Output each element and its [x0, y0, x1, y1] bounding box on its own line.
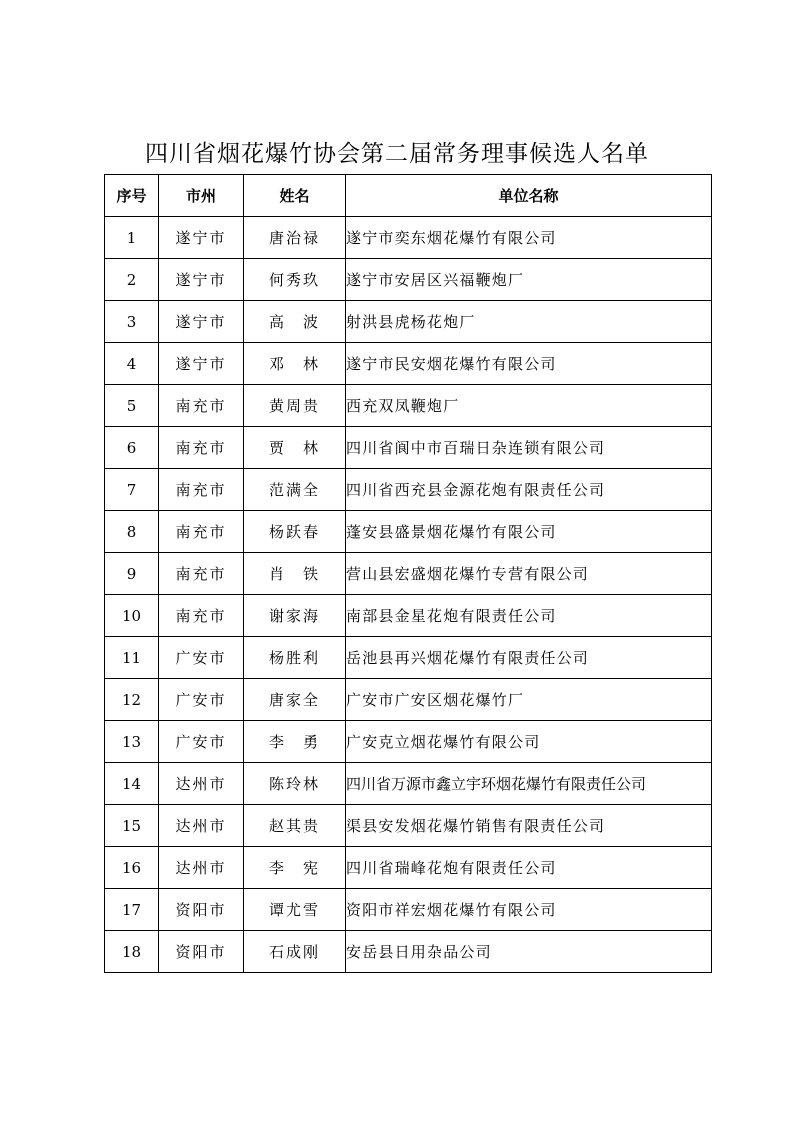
cell-unit: 四川省万源市鑫立宇环烟花爆竹有限责任公司 [346, 763, 712, 805]
cell-name: 范满全 [244, 469, 346, 511]
cell-num: 4 [105, 343, 159, 385]
cell-unit: 安岳县日用杂品公司 [346, 931, 712, 973]
cell-num: 3 [105, 301, 159, 343]
cell-name: 谭尤雪 [244, 889, 346, 931]
cell-num: 7 [105, 469, 159, 511]
cell-num: 14 [105, 763, 159, 805]
cell-unit: 遂宁市奕东烟花爆竹有限公司 [346, 217, 712, 259]
cell-city: 南充市 [159, 385, 244, 427]
cell-unit: 渠县安发烟花爆竹销售有限责任公司 [346, 805, 712, 847]
cell-city: 达州市 [159, 847, 244, 889]
cell-city: 广安市 [159, 637, 244, 679]
cell-unit: 南部县金星花炮有限责任公司 [346, 595, 712, 637]
candidate-table [104, 174, 712, 973]
table-header-row [105, 175, 712, 217]
cell-unit: 资阳市祥宏烟花爆竹有限公司 [346, 889, 712, 931]
cell-name: 高 波 [244, 301, 346, 343]
cell-unit: 蓬安县盛景烟花爆竹有限公司 [346, 511, 712, 553]
table-row [105, 679, 712, 721]
cell-name: 唐治禄 [244, 217, 346, 259]
table-row [105, 217, 712, 259]
cell-city: 资阳市 [159, 931, 244, 973]
cell-num: 10 [105, 595, 159, 637]
cell-city: 资阳市 [159, 889, 244, 931]
cell-num: 12 [105, 679, 159, 721]
table-row [105, 931, 712, 973]
table-row [105, 511, 712, 553]
cell-unit: 四川省瑞峰花炮有限责任公司 [346, 847, 712, 889]
cell-name: 杨跃春 [244, 511, 346, 553]
table-row [105, 637, 712, 679]
cell-unit: 遂宁市民安烟花爆竹有限公司 [346, 343, 712, 385]
cell-unit: 射洪县虎杨花炮厂 [346, 301, 712, 343]
cell-name: 邓 林 [244, 343, 346, 385]
table-row [105, 427, 712, 469]
cell-city: 广安市 [159, 679, 244, 721]
cell-num: 5 [105, 385, 159, 427]
header-name: 姓名 [244, 175, 346, 217]
cell-unit: 四川省阆中市百瑞日杂连锁有限公司 [346, 427, 712, 469]
cell-name: 赵其贵 [244, 805, 346, 847]
cell-city: 遂宁市 [159, 343, 244, 385]
cell-num: 9 [105, 553, 159, 595]
cell-city: 达州市 [159, 763, 244, 805]
cell-name: 李 勇 [244, 721, 346, 763]
cell-name: 陈玲林 [244, 763, 346, 805]
cell-unit: 西充双凤鞭炮厂 [346, 385, 712, 427]
table-row [105, 469, 712, 511]
cell-num: 11 [105, 637, 159, 679]
header-city: 市州 [159, 175, 244, 217]
cell-num: 2 [105, 259, 159, 301]
cell-num: 17 [105, 889, 159, 931]
cell-city: 南充市 [159, 511, 244, 553]
cell-name: 唐家全 [244, 679, 346, 721]
cell-num: 13 [105, 721, 159, 763]
cell-city: 遂宁市 [159, 259, 244, 301]
table-row [105, 847, 712, 889]
cell-unit: 遂宁市安居区兴福鞭炮厂 [346, 259, 712, 301]
cell-city: 南充市 [159, 553, 244, 595]
table-row [105, 553, 712, 595]
cell-city: 遂宁市 [159, 217, 244, 259]
cell-name: 杨胜利 [244, 637, 346, 679]
table-row [105, 301, 712, 343]
cell-num: 6 [105, 427, 159, 469]
table-row [105, 805, 712, 847]
cell-name: 肖 铁 [244, 553, 346, 595]
table-row [105, 385, 712, 427]
document-title: 四川省烟花爆竹协会第二届常务理事候选人名单 [145, 141, 649, 167]
table-row [105, 343, 712, 385]
cell-name: 谢家海 [244, 595, 346, 637]
table-row [105, 595, 712, 637]
table-row [105, 889, 712, 931]
cell-city: 遂宁市 [159, 301, 244, 343]
header-num: 序号 [105, 175, 159, 217]
header-unit: 单位名称 [346, 175, 712, 217]
cell-num: 8 [105, 511, 159, 553]
cell-name: 石成刚 [244, 931, 346, 973]
cell-unit: 广安克立烟花爆竹有限公司 [346, 721, 712, 763]
cell-city: 广安市 [159, 721, 244, 763]
cell-city: 南充市 [159, 595, 244, 637]
cell-num: 1 [105, 217, 159, 259]
cell-city: 达州市 [159, 805, 244, 847]
cell-num: 18 [105, 931, 159, 973]
cell-num: 16 [105, 847, 159, 889]
cell-name: 黄周贵 [244, 385, 346, 427]
cell-city: 南充市 [159, 469, 244, 511]
cell-name: 何秀玖 [244, 259, 346, 301]
cell-unit: 广安市广安区烟花爆竹厂 [346, 679, 712, 721]
cell-unit: 岳池县再兴烟花爆竹有限责任公司 [346, 637, 712, 679]
cell-unit: 四川省西充县金源花炮有限责任公司 [346, 469, 712, 511]
cell-unit: 营山县宏盛烟花爆竹专营有限公司 [346, 553, 712, 595]
cell-name: 贾 林 [244, 427, 346, 469]
table-row [105, 721, 712, 763]
table-row [105, 259, 712, 301]
cell-name: 李 宪 [244, 847, 346, 889]
table-row [105, 763, 712, 805]
cell-num: 15 [105, 805, 159, 847]
cell-city: 南充市 [159, 427, 244, 469]
